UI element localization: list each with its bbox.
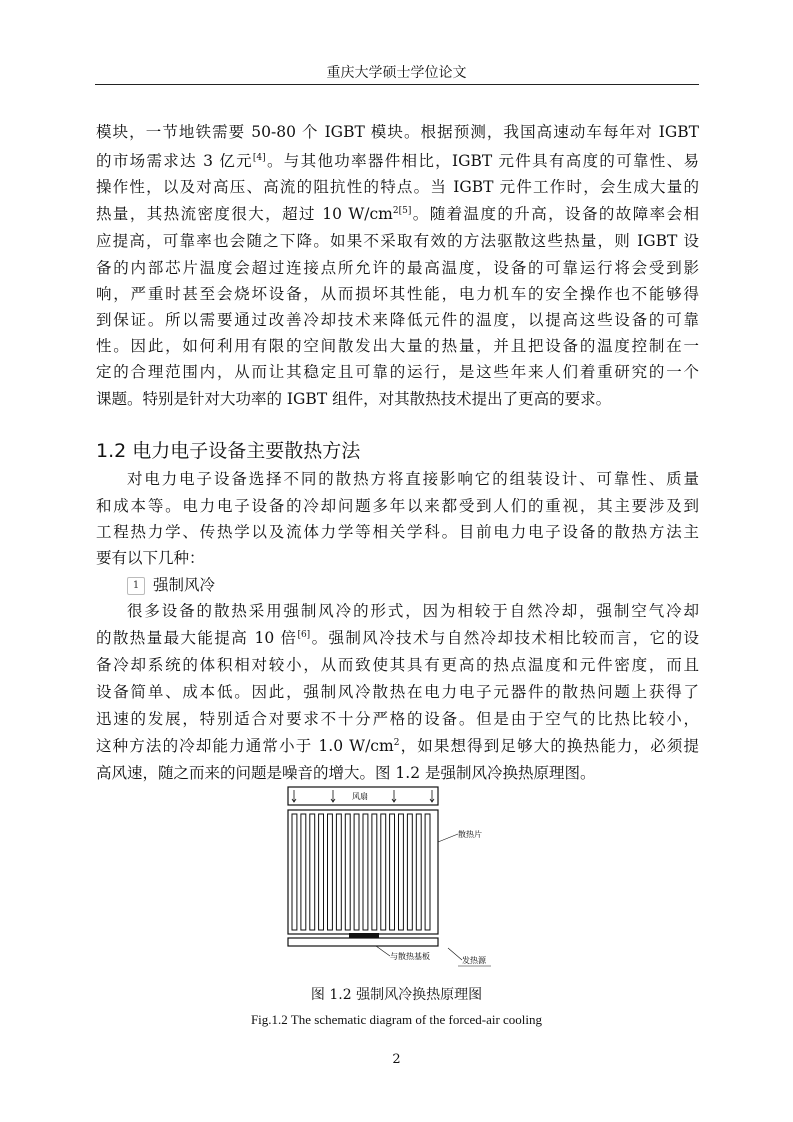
- para2-line4: 要有以下几种：: [96, 549, 205, 567]
- page-number: 2: [392, 1052, 401, 1067]
- fin: [354, 814, 359, 930]
- forced-air-cooling-figure: [286, 786, 496, 976]
- fin: [292, 814, 297, 930]
- para1-line5: 应提高，可靠率也会随之下降。如果不采取有效的方法驱散这些热量，则 IGBT 设: [96, 232, 699, 250]
- para3-line4: 设备简单、成本低。因此，强制风冷散热在电力电子元器件的散热问题上获得了: [96, 683, 699, 701]
- fin: [399, 814, 404, 930]
- section-heading: 1.2 电力电子设备主要散热方法: [96, 440, 361, 462]
- fan-label: 风扇: [352, 792, 368, 801]
- para2-line2: 和成本等。电力电子设备的冷却问题多年以来都受到人们的重视，其主要涉及到: [96, 497, 699, 515]
- para1-line9: 性。因此，如何利用有限的空间散发出大量的热量，并且把设备的温度控制在一: [96, 337, 699, 355]
- fin: [416, 814, 421, 930]
- heat-source-block: [349, 933, 379, 938]
- para3-line1: 很多设备的散热采用强制风冷的形式，因为相较于自然冷却，强制空气冷却: [127, 602, 699, 620]
- fin: [407, 814, 412, 930]
- fins-label: 散热片: [458, 830, 482, 839]
- header-rule: [95, 84, 699, 85]
- para3-line7: 高风速，随之而来的问题是噪音的增大。图 1.2 是强制风冷换热原理图。: [96, 764, 596, 782]
- para3-line6: 这种方法的冷却能力通常小于 1.0 $W/cm^2$，如果想得到足够大的换热能力，必须提: [96, 737, 699, 755]
- fin: [319, 814, 324, 930]
- list-item-forced-air: [127, 573, 215, 595]
- fin: [363, 814, 368, 930]
- para1-line11: 课题。特别是针对大功率的 IGBT 组件，对其散热技术提出了更高的要求。: [96, 390, 612, 408]
- fin: [345, 814, 350, 930]
- para1-line2: 的市场需求达 3 亿元[4]。与其他功率器件相比，IGBT 元件具有高度的可靠性、易: [96, 152, 699, 170]
- heat-sink-fins: [292, 814, 430, 930]
- source-label: 发热源: [462, 956, 486, 965]
- running-header: 重庆大学硕士学位论文: [326, 65, 467, 81]
- para2-line3: 工程热力学、传热学以及流体力学等相关学科。目前电力电子设备的散热方法主: [96, 523, 699, 541]
- para3-line5: 迅速的发展，特别适合对要求不十分严格的设备。但是由于空气的比热比较小，: [96, 710, 699, 728]
- para2-line1: 对电力电子设备选择不同的散热方将直接影响它的组装设计、可靠性、质量: [127, 470, 699, 488]
- fin: [372, 814, 377, 930]
- para1-line3: 操作性，以及对高压、高流的阻抗性的特点。当 IGBT 元件工作时，会生成大量的: [96, 178, 699, 196]
- para1-line4: 热量，其热流密度很大，超过 10 $W/cm^{2[5]}$。随着温度的升高，设备的故障率会相: [96, 205, 699, 223]
- fin: [381, 814, 386, 930]
- para1-line8: 到保证。所以需要通过改善冷却技术来降低元件的温度，以提高这些设备的可靠: [96, 311, 699, 329]
- list-number-badge: 1: [127, 577, 145, 595]
- fin: [328, 814, 333, 930]
- para1-line1: 模块，一节地铁需要 50-80 个 IGBT 模块。根据预测，我国高速动车每年对 IGBT: [96, 123, 699, 141]
- para1-line7: 响，严重时甚至会烧坏设备，从而损坏其性能，电力机车的安全操作也不能够得: [96, 285, 699, 303]
- fin: [310, 814, 315, 930]
- fin: [425, 814, 430, 930]
- list-item-label: 强制风冷: [153, 576, 216, 594]
- figure-caption-en: Fig.1.2 The schematic diagram of the forced-air cooling: [250, 1012, 543, 1027]
- base-label: 与散热基板: [390, 952, 430, 961]
- fin: [301, 814, 306, 930]
- figure-caption-cn: 图 1.2 强制风冷换热原理图: [310, 987, 483, 1003]
- fin: [390, 814, 395, 930]
- para3-line2: 的散热量最大能提高 10 倍[6]。强制风冷技术与自然冷却技术相比较而言，它的设: [96, 629, 699, 647]
- para1-line6: 备的内部芯片温度会超过连接点所允许的最高温度，设备的可靠运行将会受到影: [96, 259, 699, 277]
- para3-line3: 备冷却系统的体积相对较小，从而致使其具有更高的热点温度和元件密度，而且: [96, 656, 699, 674]
- fin: [336, 814, 341, 930]
- para1-line10: 定的合理范围内，从而让其稳定且可靠的运行，是这些年来人们着重研究的一个: [96, 363, 699, 381]
- base-plate: [288, 938, 438, 946]
